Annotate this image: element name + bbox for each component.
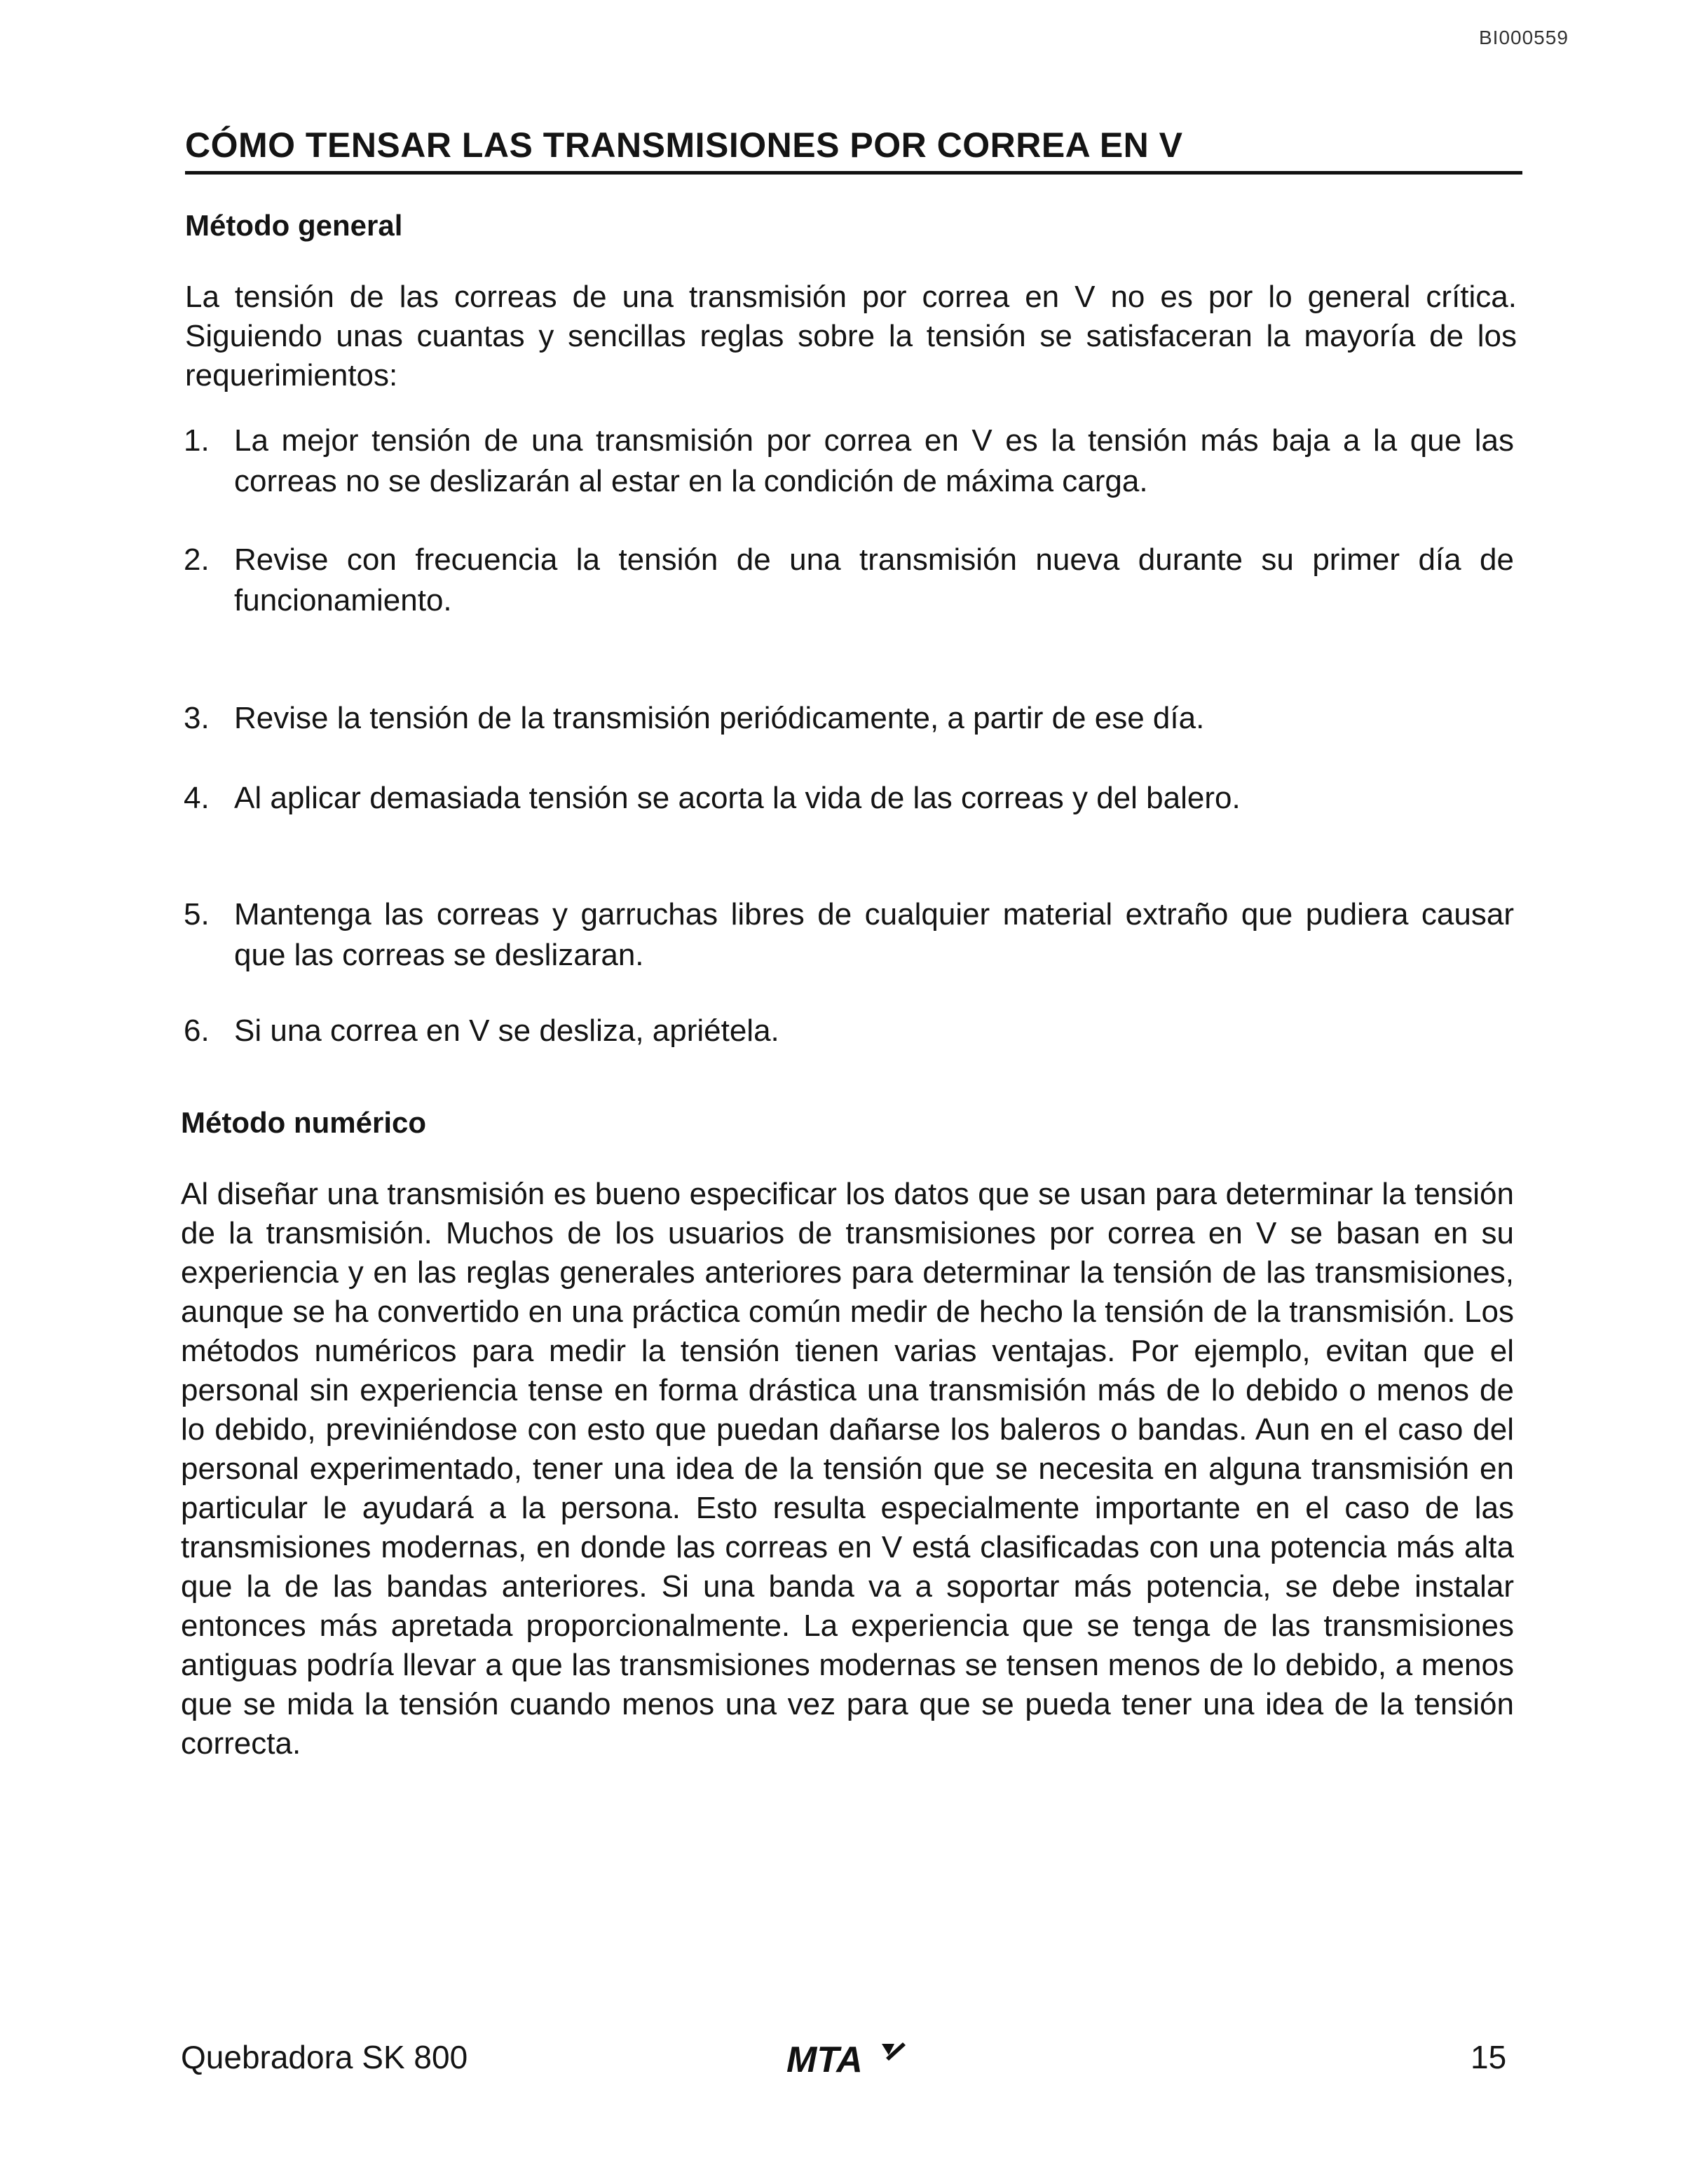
general-method-heading: Método general [185,209,403,242]
list-item-number: 1. [184,423,210,458]
general-method-intro: La tensión de las correas de una transmisión por correa en V no es por lo general crítica. Siguiendo unas cuantas y sencillas reglas sobre la tensión se satisfaceran la mayoría de los requerimientos: [185,280,1517,393]
list-item [184,894,1514,976]
list-item [184,421,1514,502]
list-item-text: La mejor tensión de una transmisión por correa en V es la tensión más baja a la que las correas no se deslizarán al estar en la condición de máxima carga. [234,423,1514,498]
list-item-number: 2. [184,542,210,577]
list-item [184,540,1514,621]
list-item-text: Al aplicar demasiada tensión se acorta la vida de las correas y del balero. [234,781,1241,815]
list-item-text: Revise con frecuencia la tensión de una transmisión nueva durante su primer día de funcionamiento. [234,542,1514,617]
list-item-number: 5. [184,897,210,931]
footer-product-name: Quebradora SK 800 [181,2039,468,2075]
title-block [185,125,1522,175]
list-item [184,778,1514,819]
list-item-number: 4. [184,781,210,815]
page-title: CÓMO TENSAR LAS TRANSMISIONES POR CORREA EN V [185,125,1522,175]
list-item-number: 6. [184,1013,210,1048]
list-item-number: 3. [184,701,210,735]
numeric-method-heading: Método numérico [181,1106,427,1139]
list-item-text: Mantenga las correas y garruchas libres de cualquier material extraño que pudiera causar que las correas se deslizaran. [234,897,1514,972]
list-item-text: Si una correa en V se desliza, apriétela. [234,1013,779,1048]
document-id: BI000559 [1479,27,1569,48]
page-number: 15 [1471,2039,1507,2075]
mta-logo-text: MTA [786,2040,863,2079]
mta-logo [784,2037,910,2079]
list-item [184,1011,1514,1051]
list-item [184,698,1514,739]
list-item-text: Revise la tensión de la transmisión periódicamente, a partir de ese día. [234,701,1205,735]
numeric-method-paragraph: Al diseñar una transmisión es bueno especificar los datos que se usan para determinar la tensión de la transmisión. Muchos de los usuarios de transmisiones por correa en V se basan en su experiencia y en las reglas generales anteriores para determinar la tensión de las transmisiones, aunque se ha convertido en una práctica común medir de hecho la tensión de la transmisión. Los métodos numéricos para medir la tensión tienen varias ventajas. Por ejemplo, evitan que el personal sin experiencia tense en forma drástica una transmisión más de lo debido o menos de lo debido, previniéndose con esto que puedan dañarse los baleros o bandas. Aun en el caso del personal experimentado, tener una idea de la tensión que se necesita en alguna transmisión en particular le ayudará a la persona. Esto resulta especialmente importante en el caso de las transmisiones modernas, en donde las correas en V está clasificadas con una potencia más alta que la de las bandas anteriores. Si una banda va a soportar más potencia, se debe instalar entonces más apretada proporcionalmente. La experiencia que se tenga de las transmisiones antiguas podría llevar a que las transmisiones modernas se tensen menos de lo debido, a menos que se mida la tensión cuando menos una vez para que se pueda tener una idea de la tensión correcta. [181,1177,1514,1761]
